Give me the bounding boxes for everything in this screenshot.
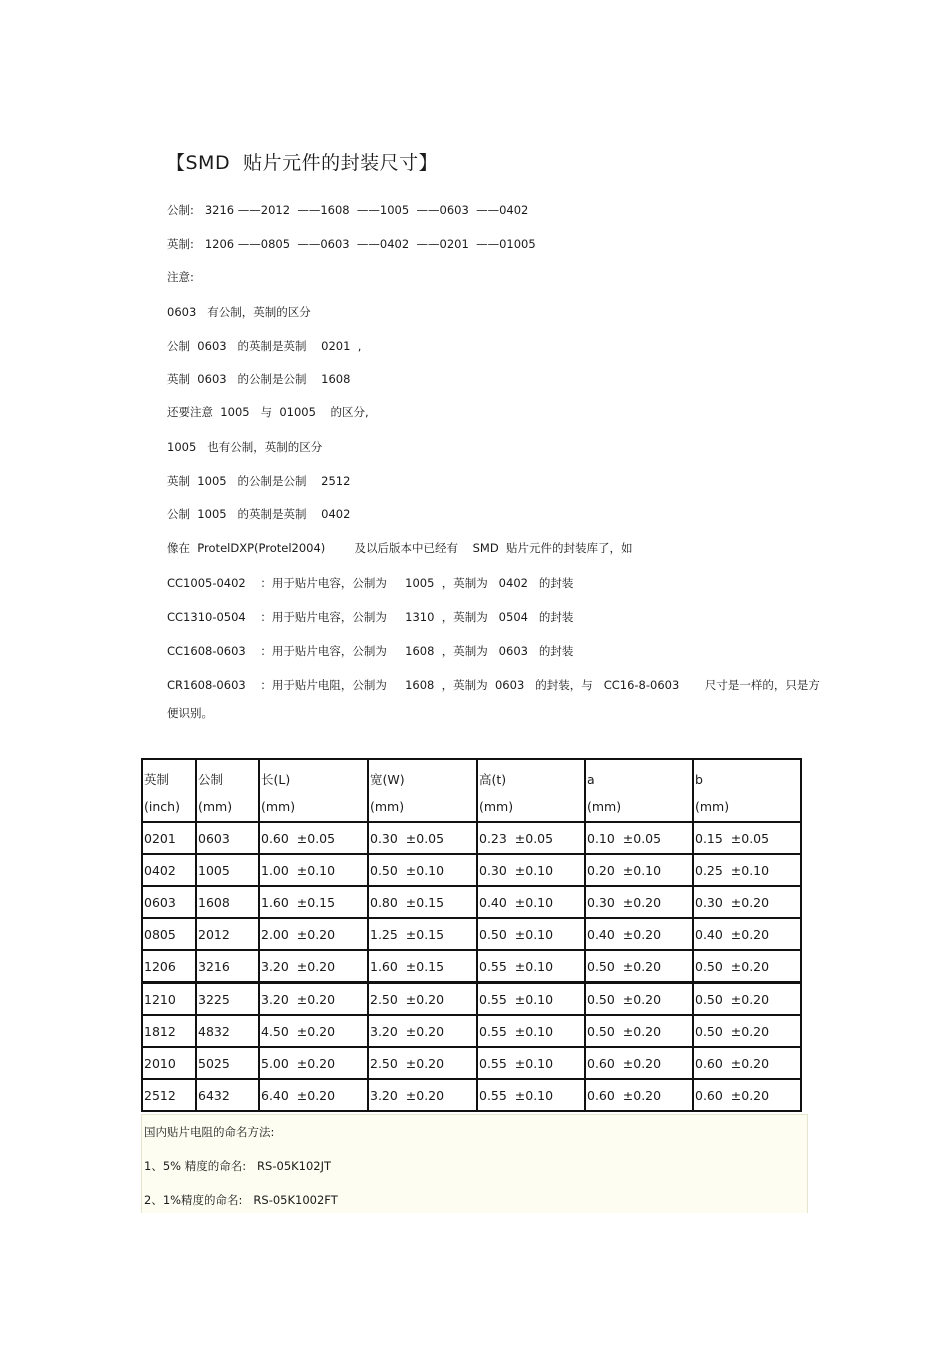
table-cell: 3216: [196, 950, 259, 983]
table-cell: 3.20 ±0.20: [259, 983, 368, 1016]
naming-note-box: [141, 1114, 808, 1213]
text-line: 注意:: [167, 270, 194, 284]
table-cell: 5.00 ±0.20: [259, 1047, 368, 1079]
table-cell: 0.55 ±0.10: [477, 983, 585, 1016]
table-cell: 0.60 ±0.20: [585, 1079, 693, 1111]
table-cell: 0.40 ±0.20: [585, 918, 693, 950]
table-cell: 0.50 ±0.10: [477, 918, 585, 950]
text-line: 英制 0603 的公制是公制 1608: [167, 372, 351, 386]
table-cell: 3225: [196, 983, 259, 1016]
header-cell: b (mm): [693, 759, 801, 822]
table-cell: 0.30 ±0.05: [368, 822, 477, 854]
table-cell: 0.50 ±0.20: [585, 950, 693, 983]
text-line: 公制 1005 的英制是英制 0402: [167, 507, 351, 521]
table-cell: 1.25 ±0.15: [368, 918, 477, 950]
table-cell: 1.60 ±0.15: [368, 950, 477, 983]
table-header-row: [142, 759, 801, 822]
table-row: [142, 1015, 801, 1047]
table-cell: 0603: [142, 886, 196, 918]
table-cell: 0.55 ±0.10: [477, 1047, 585, 1079]
table-cell: 0201: [142, 822, 196, 854]
table-cell: 0.50 ±0.20: [585, 1015, 693, 1047]
header-cell: 长(L) (mm): [259, 759, 368, 822]
table-cell: 0.40 ±0.20: [693, 918, 801, 950]
table-row: [142, 918, 801, 950]
text-line: 还要注意 1005 与 01005 的区分,: [167, 405, 369, 419]
page-title: 【SMD 贴片元件的封装尺寸】: [166, 152, 439, 174]
table-cell: 0402: [142, 854, 196, 886]
table-cell: 1.00 ±0.10: [259, 854, 368, 886]
table-cell: 0.23 ±0.05: [477, 822, 585, 854]
table-cell: 0.10 ±0.05: [585, 822, 693, 854]
text-line: CC1005-0402 ：用于贴片电容，公制为 1005 ，英制为 0402 的封装: [167, 576, 574, 590]
table-cell: 0.50 ±0.20: [693, 983, 801, 1016]
text-line: CR1608-0603 ：用于贴片电阻，公制为 1608 ，英制为 0603 的封装，与 CC16-8-0603 尺寸是一样的，只是方: [167, 678, 820, 692]
table-cell: 0.30 ±0.10: [477, 854, 585, 886]
table-cell: 0.30 ±0.20: [585, 886, 693, 918]
table-cell: 0.55 ±0.10: [477, 1015, 585, 1047]
table-cell: 2010: [142, 1047, 196, 1079]
table-cell: 0.60 ±0.20: [585, 1047, 693, 1079]
table-cell: 0.15 ±0.05: [693, 822, 801, 854]
text-line-continuation: 便识别。: [167, 706, 213, 720]
table-cell: 0.20 ±0.10: [585, 854, 693, 886]
table-cell: 0.55 ±0.10: [477, 1079, 585, 1111]
table-cell: 2.50 ±0.20: [368, 1047, 477, 1079]
table-row: [142, 886, 801, 918]
table-cell: 0.50 ±0.20: [585, 983, 693, 1016]
table-cell: 0.50 ±0.10: [368, 854, 477, 886]
table-cell: 0.80 ±0.15: [368, 886, 477, 918]
header-cell: 公制 (mm): [196, 759, 259, 822]
table-cell: 1.60 ±0.15: [259, 886, 368, 918]
table-cell: 4832: [196, 1015, 259, 1047]
table-cell: 0.60 ±0.20: [693, 1047, 801, 1079]
text-line: 英制: 1206 ——0805 ——0603 ——0402 ——0201 ——01005: [167, 237, 536, 251]
table-cell: 0603: [196, 822, 259, 854]
table-cell: 1005: [196, 854, 259, 886]
table-cell: 2.00 ±0.20: [259, 918, 368, 950]
table-cell: 5025: [196, 1047, 259, 1079]
table-row: [142, 854, 801, 886]
text-line: CC1608-0603 ：用于贴片电容，公制为 1608 ，英制为 0603 的封装: [167, 644, 574, 658]
table-cell: 0.50 ±0.20: [693, 950, 801, 983]
table-cell: 0.50 ±0.20: [693, 1015, 801, 1047]
header-cell: 宽(W) (mm): [368, 759, 477, 822]
table-row: [142, 983, 801, 1016]
text-line: 公制: 3216 ——2012 ——1608 ——1005 ——0603 ——0402: [167, 203, 529, 217]
table-cell: 0.40 ±0.10: [477, 886, 585, 918]
text-line: 公制 0603 的英制是英制 0201 ,: [167, 339, 362, 353]
table-cell: 0.60 ±0.05: [259, 822, 368, 854]
table-cell: 0.55 ±0.10: [477, 950, 585, 983]
text-line: 0603 有公制，英制的区分: [167, 305, 311, 319]
table-row: [142, 1079, 801, 1111]
table-cell: 4.50 ±0.20: [259, 1015, 368, 1047]
table-row: [142, 822, 801, 854]
table-cell: 1210: [142, 983, 196, 1016]
text-line: CC1310-0504 ：用于贴片电容，公制为 1310 ，英制为 0504 的封装: [167, 610, 574, 624]
text-line: 1005 也有公制，英制的区分: [167, 440, 323, 454]
table-body: [142, 822, 801, 1111]
table-row: [142, 950, 801, 983]
header-cell: a (mm): [585, 759, 693, 822]
note-line: 2、1%精度的命名: RS-05K1002FT: [144, 1193, 338, 1207]
table-cell: 0.25 ±0.10: [693, 854, 801, 886]
table-cell: 0.60 ±0.20: [693, 1079, 801, 1111]
table-cell: 1608: [196, 886, 259, 918]
header-cell: 高(t) (mm): [477, 759, 585, 822]
text-line: 英制 1005 的公制是公制 2512: [167, 474, 351, 488]
smd-size-table: [141, 758, 802, 1112]
table-cell: 3.20 ±0.20: [368, 1079, 477, 1111]
table-cell: 6.40 ±0.20: [259, 1079, 368, 1111]
table-cell: 3.20 ±0.20: [259, 950, 368, 983]
table-cell: 1812: [142, 1015, 196, 1047]
table-cell: 0805: [142, 918, 196, 950]
table-cell: 1206: [142, 950, 196, 983]
table-cell: 6432: [196, 1079, 259, 1111]
table-cell: 2512: [142, 1079, 196, 1111]
note-line: 国内贴片电阻的命名方法:: [144, 1125, 275, 1139]
table-row: [142, 1047, 801, 1079]
table-cell: 0.30 ±0.20: [693, 886, 801, 918]
header-cell: 英制 (inch): [142, 759, 196, 822]
table-cell: 3.20 ±0.20: [368, 1015, 477, 1047]
note-line: 1、5% 精度的命名: RS-05K102JT: [144, 1159, 332, 1173]
text-line: 像在 ProtelDXP(Protel2004) 及以后版本中已经有 SMD 贴片元件的封装库了，如: [167, 541, 633, 555]
table-cell: 2.50 ±0.20: [368, 983, 477, 1016]
table-cell: 2012: [196, 918, 259, 950]
